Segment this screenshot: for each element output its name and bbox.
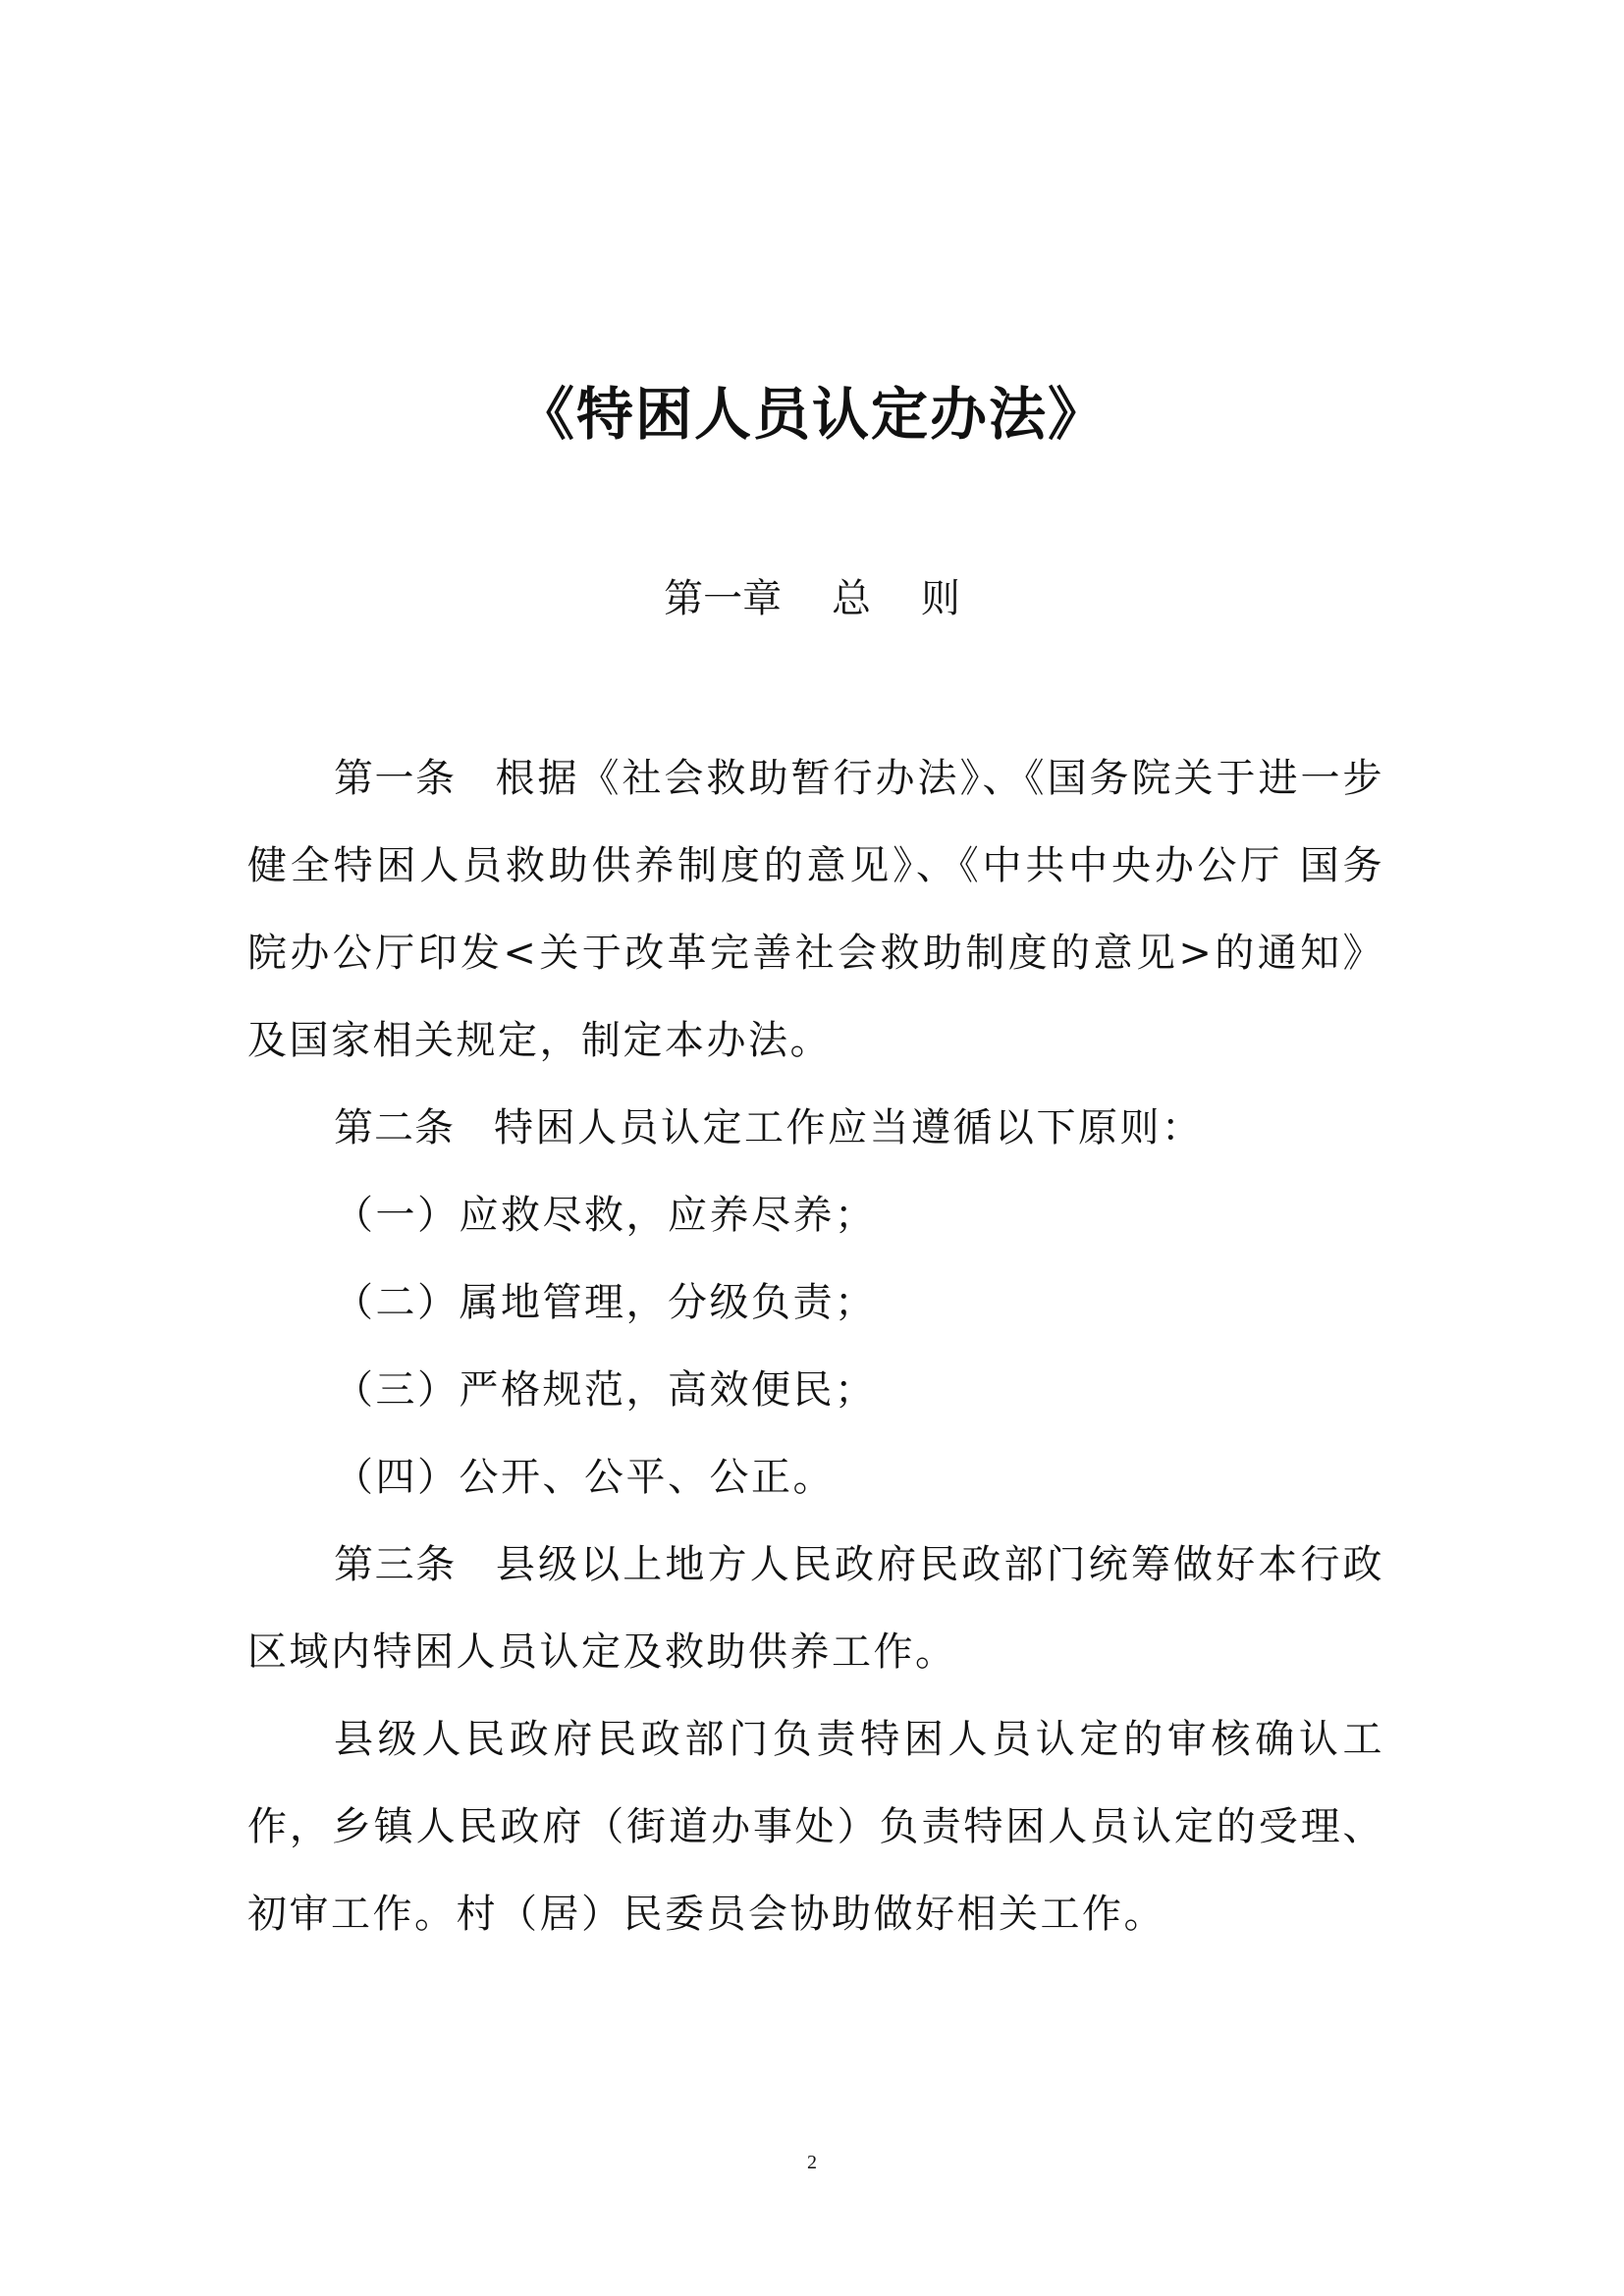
article-3-text: 县级以上地方人民政府民政部门统筹做好本行政区域内特困人员认定及救助供养工作。: [247, 1542, 1385, 1675]
article-3: [247, 1522, 1384, 1696]
article-3-label: 第三条: [334, 1542, 457, 1587]
principle-item-2: （二）属地管理，分级负责；: [334, 1280, 877, 1325]
article-2: [247, 1085, 1384, 1172]
article-2-text: 特困人员认定工作应当遵循以下原则：: [494, 1105, 1204, 1150]
article-1-label: 第一条: [334, 756, 457, 801]
principle-item-1: （一）应救尽救，应养尽养；: [334, 1193, 877, 1238]
page-number: 2: [807, 2152, 817, 2173]
article-1: [247, 735, 1384, 1085]
document-title: 《特困人员认定办法》: [516, 381, 1107, 448]
article-1-text: 根据《社会救助暂行办法》、《国务院关于进一步健全特困人员救助供养制度的意见》、《中共中央办公厅 国务院办公厅印发<关于改革完善社会救助制度的意见>的通知》及国家相关规定，制定本办法。: [247, 756, 1384, 1063]
chapter-heading: 第一章 总 则: [664, 576, 960, 621]
document-body: [247, 735, 1384, 1958]
principle-item-3: （三）严格规范，高效便民；: [334, 1367, 877, 1413]
article-2-label: 第二条: [334, 1105, 455, 1150]
principle-item-4: （四）公开、公平、公正。: [334, 1455, 835, 1500]
article-3-paragraph-2: 县级人民政府民政部门负责特困人员认定的审核确认工作，乡镇人民政府（街道办事处）负责特困人员认定的受理、初审工作。村（居）民委员会协助做好相关工作。: [247, 1717, 1384, 1937]
